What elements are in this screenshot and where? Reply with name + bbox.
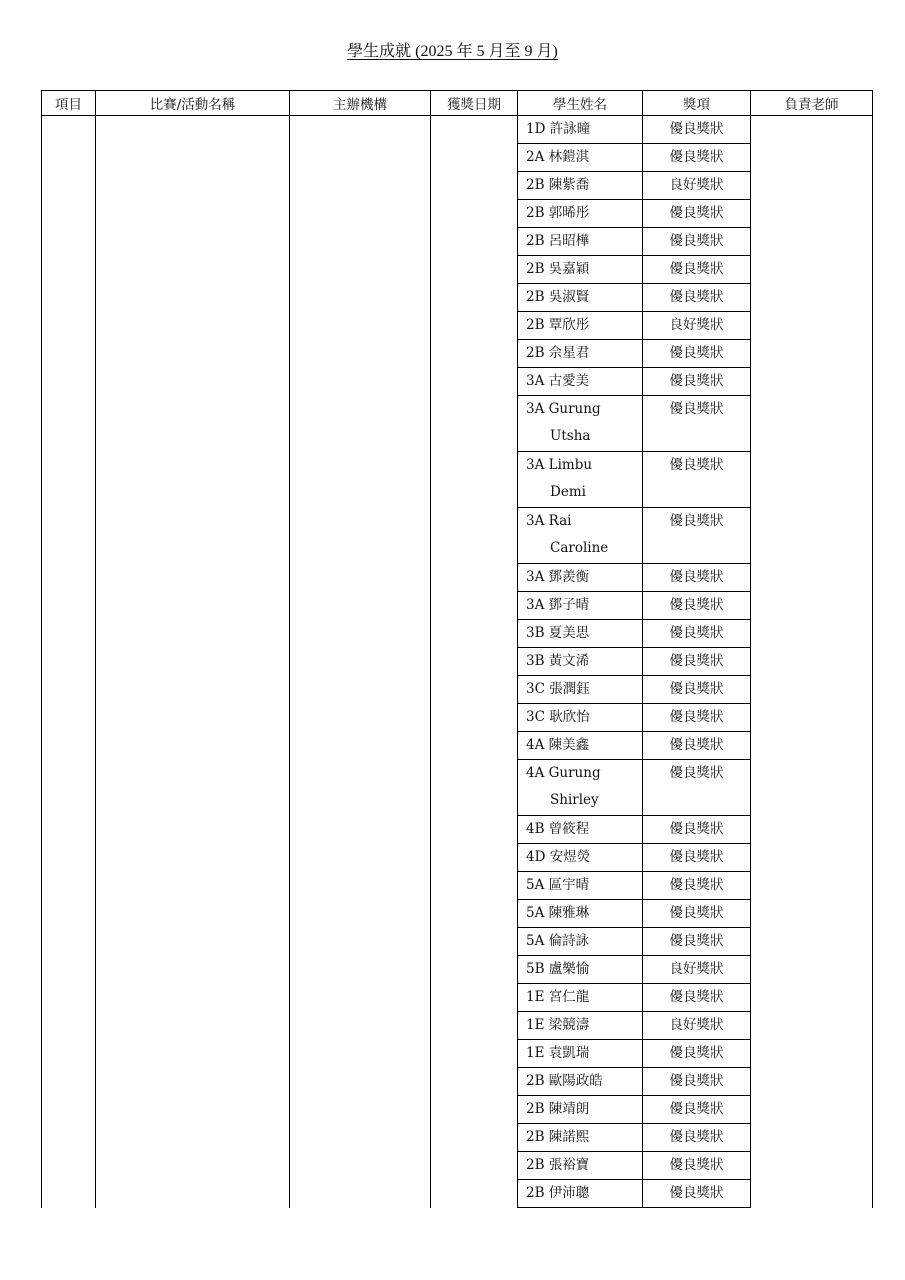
award-cell (643, 200, 751, 228)
student-name-cell (518, 592, 643, 620)
item-cell (42, 116, 96, 1208)
award-cell (643, 452, 751, 508)
award-cell (643, 956, 751, 984)
award-cell (643, 172, 751, 200)
student-name: 3C 張潤鈺 (526, 681, 590, 697)
award-label: 優良獎狀 (669, 345, 724, 361)
column-header-event-name: 比賽/活動名稱 (96, 91, 290, 116)
student-name-cell (518, 508, 643, 564)
award-cell (643, 1096, 751, 1124)
student-name-line2: Shirley (550, 792, 599, 808)
award-cell (643, 620, 751, 648)
student-name: 4A Gurung (526, 765, 601, 781)
student-name-cell (518, 340, 643, 368)
student-name: 2B 吳淑賢 (526, 289, 590, 305)
student-name: 2B 伊沛聰 (526, 1185, 590, 1201)
award-cell (643, 256, 751, 284)
student-name-cell (518, 1040, 643, 1068)
award-label: 優良獎狀 (669, 149, 724, 165)
student-name-cell (518, 1124, 643, 1152)
student-name-cell (518, 452, 643, 508)
award-cell (643, 564, 751, 592)
award-label: 優良獎狀 (669, 681, 724, 697)
student-name: 2B 歐陽政皓 (526, 1073, 603, 1089)
student-name-cell (518, 116, 643, 144)
student-name-cell (518, 312, 643, 340)
table-body (42, 116, 873, 1208)
award-label: 良好獎狀 (669, 1017, 724, 1033)
event-name-cell (96, 116, 290, 1208)
student-name: 5A 區宇晴 (526, 877, 590, 893)
award-cell (643, 1012, 751, 1040)
student-name: 3C 耿欣怡 (526, 709, 590, 725)
student-name: 4A 陳美鑫 (526, 737, 590, 753)
award-label: 優良獎狀 (669, 709, 724, 725)
student-name: 4B 曾筱程 (526, 821, 590, 837)
award-label: 優良獎狀 (669, 569, 724, 585)
student-name-cell (518, 676, 643, 704)
award-cell (643, 312, 751, 340)
column-header-teacher: 負責老師 (751, 91, 873, 116)
award-label: 優良獎狀 (669, 401, 724, 417)
student-name-cell (518, 200, 643, 228)
column-header-award: 獎項 (643, 91, 751, 116)
student-name-cell (518, 564, 643, 592)
student-name-cell (518, 704, 643, 732)
award-label: 良好獎狀 (669, 961, 724, 977)
award-label: 優良獎狀 (669, 989, 724, 1005)
award-cell (643, 116, 751, 144)
award-cell (643, 508, 751, 564)
student-name: 2B 陳紫喬 (526, 177, 590, 193)
award-label: 優良獎狀 (669, 765, 724, 781)
student-name: 4D 安煜熒 (526, 849, 591, 865)
award-label: 優良獎狀 (669, 205, 724, 221)
organizer-cell (290, 116, 431, 1208)
student-name-cell (518, 284, 643, 312)
student-name: 2B 吳嘉穎 (526, 261, 590, 277)
award-cell (643, 872, 751, 900)
teacher-cell (751, 116, 873, 1208)
column-header-organizer: 主辦機構 (290, 91, 431, 116)
student-name: 2B 覃欣彤 (526, 317, 590, 333)
award-label: 優良獎狀 (669, 1185, 724, 1201)
column-header-item: 項目 (42, 91, 96, 116)
award-cell (643, 648, 751, 676)
student-name-cell (518, 872, 643, 900)
student-name-cell (518, 368, 643, 396)
award-date-cell (431, 116, 518, 1208)
award-cell (643, 984, 751, 1012)
award-cell (643, 368, 751, 396)
student-name-line2: Demi (550, 484, 586, 500)
award-label: 優良獎狀 (669, 597, 724, 613)
award-label: 優良獎狀 (669, 1101, 724, 1117)
student-name-cell (518, 144, 643, 172)
student-name: 1D 許詠曈 (526, 121, 591, 137)
table-header-row (42, 91, 873, 116)
student-name: 3A Rai (526, 513, 572, 529)
award-label: 優良獎狀 (669, 653, 724, 669)
student-name: 3A 古愛美 (526, 373, 590, 389)
student-name-cell (518, 648, 643, 676)
student-name: 2B 張裕寶 (526, 1157, 590, 1173)
achievements-table (41, 90, 873, 1208)
student-name-cell (518, 900, 643, 928)
student-name-cell (518, 1012, 643, 1040)
student-name-cell (518, 928, 643, 956)
award-label: 優良獎狀 (669, 1157, 724, 1173)
award-cell (643, 1040, 751, 1068)
student-name-line2: Caroline (550, 540, 609, 556)
student-name: 3A Limbu (526, 457, 593, 473)
award-cell (643, 592, 751, 620)
award-cell (643, 340, 751, 368)
award-label: 優良獎狀 (669, 1073, 724, 1089)
award-cell (643, 760, 751, 816)
student-name: 3B 黃文浠 (526, 653, 590, 669)
award-label: 優良獎狀 (669, 233, 724, 249)
award-cell (643, 732, 751, 760)
award-label: 優良獎狀 (669, 513, 724, 529)
student-name-cell (518, 984, 643, 1012)
student-name-cell (518, 816, 643, 844)
award-cell (643, 928, 751, 956)
student-name: 1E 袁凱瑞 (526, 1045, 590, 1061)
page-title: 學生成就 (2025 年 5 月至 9 月) (347, 43, 558, 60)
student-name: 2B 陳諾熙 (526, 1129, 590, 1145)
student-name-cell (518, 1068, 643, 1096)
award-label: 優良獎狀 (669, 933, 724, 949)
award-label: 優良獎狀 (669, 1129, 724, 1145)
student-name-cell (518, 760, 643, 816)
student-name: 2B 郭晞彤 (526, 205, 590, 221)
student-name: 3A 鄧羨衡 (526, 569, 590, 585)
award-label: 優良獎狀 (669, 625, 724, 641)
student-name-cell (518, 256, 643, 284)
award-label: 優良獎狀 (669, 289, 724, 305)
award-label: 優良獎狀 (669, 737, 724, 753)
student-name: 5A 倫詩詠 (526, 933, 590, 949)
student-name-cell (518, 1096, 643, 1124)
student-name: 2B 陳靖朗 (526, 1101, 590, 1117)
student-name-line2: Utsha (550, 428, 591, 444)
award-cell (643, 144, 751, 172)
award-cell (643, 1152, 751, 1180)
award-cell (643, 844, 751, 872)
award-cell (643, 1124, 751, 1152)
student-name: 5B 盧樂愉 (526, 961, 590, 977)
student-name: 1E 梁競濤 (526, 1017, 590, 1033)
student-name: 2B 佘星君 (526, 345, 590, 361)
column-header-award-date: 獲獎日期 (431, 91, 518, 116)
student-name: 2B 呂昭樺 (526, 233, 590, 249)
student-name-cell (518, 1180, 643, 1208)
award-cell (643, 900, 751, 928)
student-name-cell (518, 956, 643, 984)
award-cell (643, 816, 751, 844)
student-name-cell (518, 172, 643, 200)
student-name: 1E 宮仁龍 (526, 989, 590, 1005)
award-label: 優良獎狀 (669, 821, 724, 837)
student-name: 3A 鄧子晴 (526, 597, 590, 613)
student-name: 2A 林鎧淇 (526, 149, 590, 165)
award-cell (643, 704, 751, 732)
award-label: 優良獎狀 (669, 905, 724, 921)
student-name: 3B 夏美思 (526, 625, 590, 641)
student-name: 3A Gurung (526, 401, 601, 417)
award-label: 優良獎狀 (669, 1045, 724, 1061)
student-name-cell (518, 844, 643, 872)
award-label: 優良獎狀 (669, 457, 724, 473)
student-name-cell (518, 732, 643, 760)
award-cell (643, 1180, 751, 1208)
award-cell (643, 396, 751, 452)
award-label: 優良獎狀 (669, 877, 724, 893)
award-label: 優良獎狀 (669, 849, 724, 865)
student-name-cell (518, 620, 643, 648)
award-label: 優良獎狀 (669, 261, 724, 277)
award-cell (643, 1068, 751, 1096)
student-name-cell (518, 1152, 643, 1180)
award-label: 優良獎狀 (669, 373, 724, 389)
student-name-cell (518, 228, 643, 256)
award-cell (643, 676, 751, 704)
table-row (42, 116, 873, 144)
award-label: 良好獎狀 (669, 317, 724, 333)
award-label: 良好獎狀 (669, 177, 724, 193)
student-name-cell (518, 396, 643, 452)
award-cell (643, 284, 751, 312)
student-name: 5A 陳雅琳 (526, 905, 590, 921)
award-cell (643, 228, 751, 256)
column-header-student-name: 學生姓名 (518, 91, 643, 116)
award-label: 優良獎狀 (669, 121, 724, 137)
